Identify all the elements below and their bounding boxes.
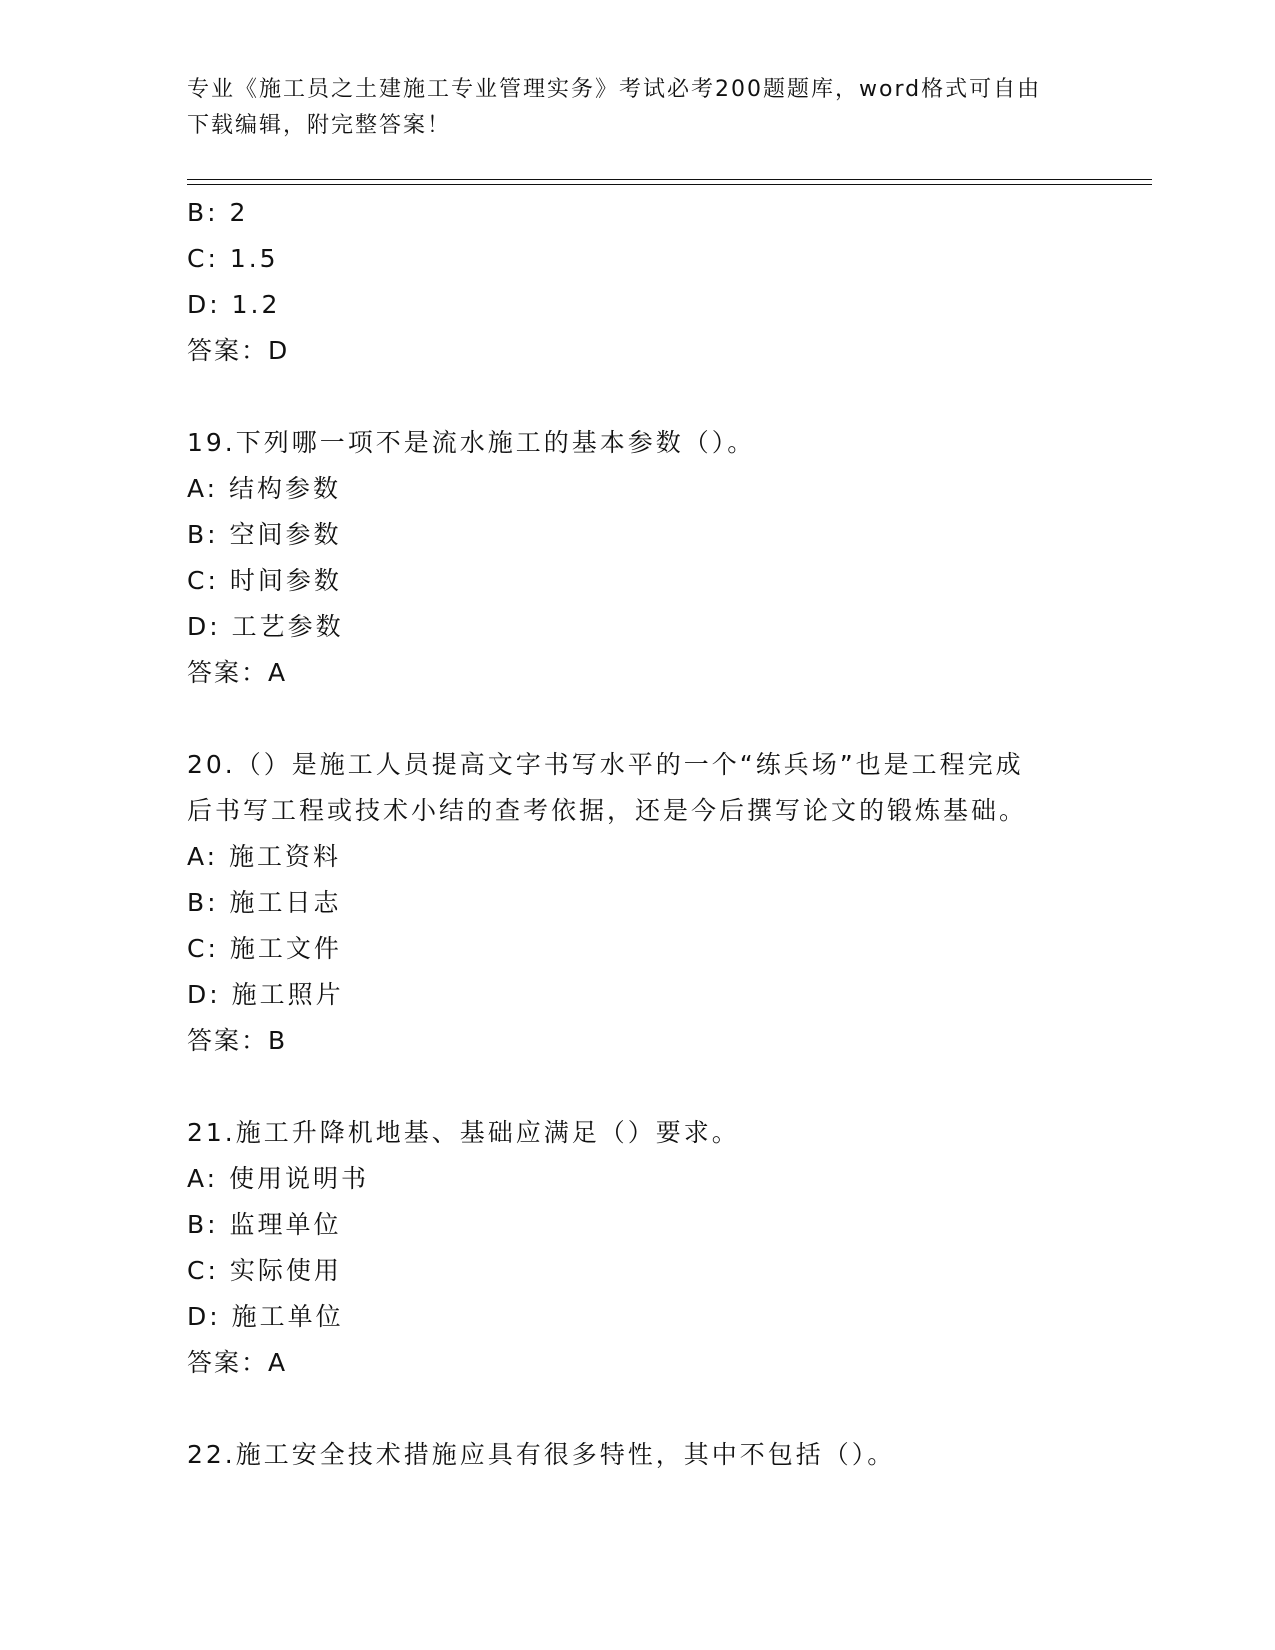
- question-19: [187, 420, 1087, 696]
- answer-line: 答案：A: [187, 1348, 288, 1377]
- question-21: [187, 1110, 1087, 1386]
- question-stem-line-2: 后书写工程或技术小结的查考依据，还是今后撰写论文的锻炼基础。: [187, 796, 1028, 825]
- spacer: [187, 1064, 1087, 1110]
- option-a: A: 施工资料: [187, 842, 342, 871]
- question-stem: 22.施工安全技术措施应具有很多特性，其中不包括（）。: [187, 1440, 896, 1469]
- question-stem-line-1: 20.（）是施工人员提高文字书写水平的一个“练兵场”也是工程完成: [187, 750, 1024, 779]
- answer-line: 答案：A: [187, 658, 288, 687]
- document-header: [187, 72, 1087, 144]
- option-c: C: 施工文件: [187, 934, 342, 963]
- question-20: [187, 742, 1087, 1064]
- answer-line: 答案：B: [187, 1026, 288, 1055]
- option-a: A: 使用说明书: [187, 1164, 370, 1193]
- option-b: B: 监理单位: [187, 1210, 342, 1239]
- header-line-1: 专业《施工员之土建施工专业管理实务》考试必考200题题库，word格式可自由: [187, 77, 1042, 102]
- question-18-continuation: [187, 190, 1087, 374]
- option-b: B: 施工日志: [187, 888, 342, 917]
- option-d: D: 施工单位: [187, 1302, 344, 1331]
- option-c: C: 时间参数: [187, 566, 342, 595]
- spacer: [187, 696, 1087, 742]
- option-d: D: 1.2: [187, 290, 281, 319]
- question-stem: 19.下列哪一项不是流水施工的基本参数（）。: [187, 428, 756, 457]
- option-a: A: 结构参数: [187, 474, 342, 503]
- option-d: D: 施工照片: [187, 980, 344, 1009]
- header-divider-bottom: [187, 184, 1152, 185]
- option-b: B: 2: [187, 198, 249, 227]
- option-c: C: 实际使用: [187, 1256, 342, 1285]
- question-stem: 21.施工升降机地基、基础应满足（）要求。: [187, 1118, 740, 1147]
- option-d: D: 工艺参数: [187, 612, 344, 641]
- option-c: C: 1.5: [187, 244, 279, 273]
- answer-line: 答案：D: [187, 336, 290, 365]
- header-line-2: 下载编辑，附完整答案！: [187, 113, 452, 138]
- option-b: B: 空间参数: [187, 520, 342, 549]
- question-list: [187, 190, 1087, 1478]
- question-22: [187, 1432, 1087, 1478]
- header-divider-top: [187, 179, 1152, 180]
- spacer: [187, 374, 1087, 420]
- spacer: [187, 1386, 1087, 1432]
